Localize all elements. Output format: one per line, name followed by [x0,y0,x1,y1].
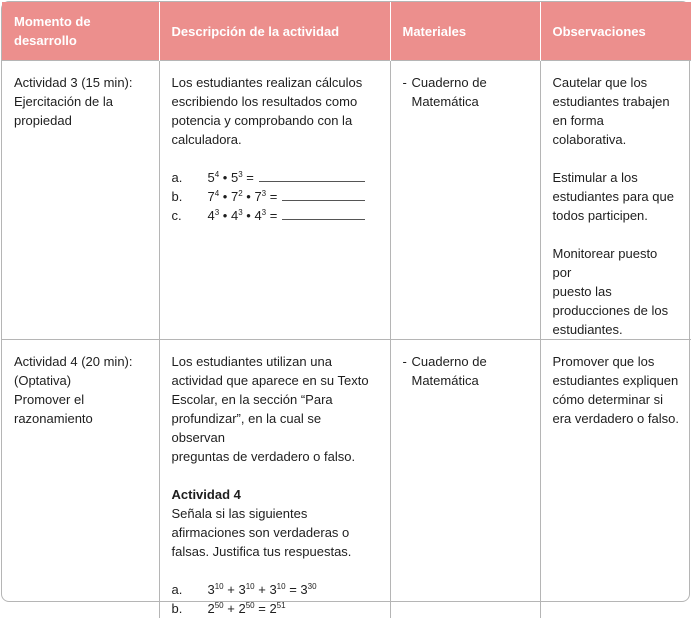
statement-expression: $2^{50} + 2^{50} = 2^{51}$ [208,599,286,618]
momento-line: razonamiento [14,409,147,428]
list-dash: - [403,352,412,390]
statement-label: a. [172,580,208,599]
planning-table [1,1,690,602]
activity-line: Señala si las siguientes [172,504,378,523]
statement-list [172,580,378,618]
observacion-line: cómo determinar si [553,390,680,409]
momento-line: (Optativa) [14,371,147,390]
header-momento: Momento de desarrollo [2,2,159,61]
table-header-row [2,2,691,61]
observaciones-cell [540,340,691,618]
activity-line: afirmaciones son verdaderas o [172,523,378,542]
material-line: Cuaderno de [412,73,487,92]
materiales-cell [390,61,540,340]
table-row [2,61,691,340]
descripcion-line: Los estudiantes realizan cálculos [172,73,378,92]
observacion-line: estudiantes expliquen [553,371,680,390]
material-line: Matemática [412,371,487,390]
material-item [403,352,528,390]
momento-cell [2,61,159,340]
table-row [2,340,691,618]
observacion-line: todos participen. [553,206,680,225]
answer-blank[interactable] [282,187,365,201]
statement-expression: $3^{10} + 3^{10} + 3^{10} = 3^{30}$ [208,580,317,599]
statement-label: b. [172,599,208,618]
observacion-line: puesto las [553,282,680,301]
descripcion-line: Escolar, en la sección “Para [172,390,378,409]
header-observaciones: Observaciones [540,2,691,61]
activity-title: Actividad 4 [172,485,378,504]
observacion-line: Promover que los [553,352,680,371]
exercise-expression: $5^4$ • $5^3$ = [208,168,254,187]
exercise-label: b. [172,187,208,206]
exercise-item [172,206,378,225]
observaciones-cell [540,61,691,340]
momento-line: Promover el [14,390,147,409]
descripcion-line: calculadora. [172,130,378,149]
exercise-list [172,168,378,225]
momento-line: Actividad 4 (20 min): [14,352,147,371]
observacion-line: estudiantes para que [553,187,680,206]
descripcion-cell [159,340,390,618]
answer-blank[interactable] [259,168,365,182]
observacion-line: estudiantes trabajen [553,92,680,111]
header-descripcion: Descripción de la actividad [159,2,390,61]
observacion-line: era verdadero o falso. [553,409,680,428]
descripcion-line: potencia y comprobando con la [172,111,378,130]
list-dash: - [403,73,412,111]
descripcion-line: escribiendo los resultados como [172,92,378,111]
observacion-line: Cautelar que los [553,73,680,92]
exercise-label: c. [172,206,208,225]
observacion-line: Monitorear puesto por [553,244,680,282]
observacion-line: producciones de los [553,301,680,320]
material-line: Cuaderno de [412,352,487,371]
statement-item [172,599,378,618]
descripcion-line: profundizar”, en la cual se observan [172,409,378,447]
observacion-line: en forma colaborativa. [553,111,680,149]
momento-line: Actividad 3 (15 min): [14,73,147,92]
observacion-line: Estimular a los [553,168,680,187]
statement-item [172,580,378,599]
exercise-item [172,168,378,187]
observacion-line: estudiantes. [553,320,680,339]
exercise-item [172,187,378,206]
exercise-expression: $7^4$ • $7^2$ • $7^3$ = [208,187,278,206]
descripcion-cell [159,61,390,340]
momento-line: propiedad [14,111,147,130]
descripcion-line: Los estudiantes utilizan una [172,352,378,371]
exercise-label: a. [172,168,208,187]
momento-line: Ejercitación de la [14,92,147,111]
momento-cell [2,340,159,618]
activity-line: falsas. Justifica tus respuestas. [172,542,378,561]
descripcion-line: preguntas de verdadero o falso. [172,447,378,466]
exercise-expression: $4^3$ • $4^3$ • $4^3$ = [208,206,278,225]
descripcion-line: actividad que aparece en su Texto [172,371,378,390]
material-item [403,73,528,111]
materiales-cell [390,340,540,618]
answer-blank[interactable] [282,206,365,220]
header-materiales: Materiales [390,2,540,61]
material-line: Matemática [412,92,487,111]
